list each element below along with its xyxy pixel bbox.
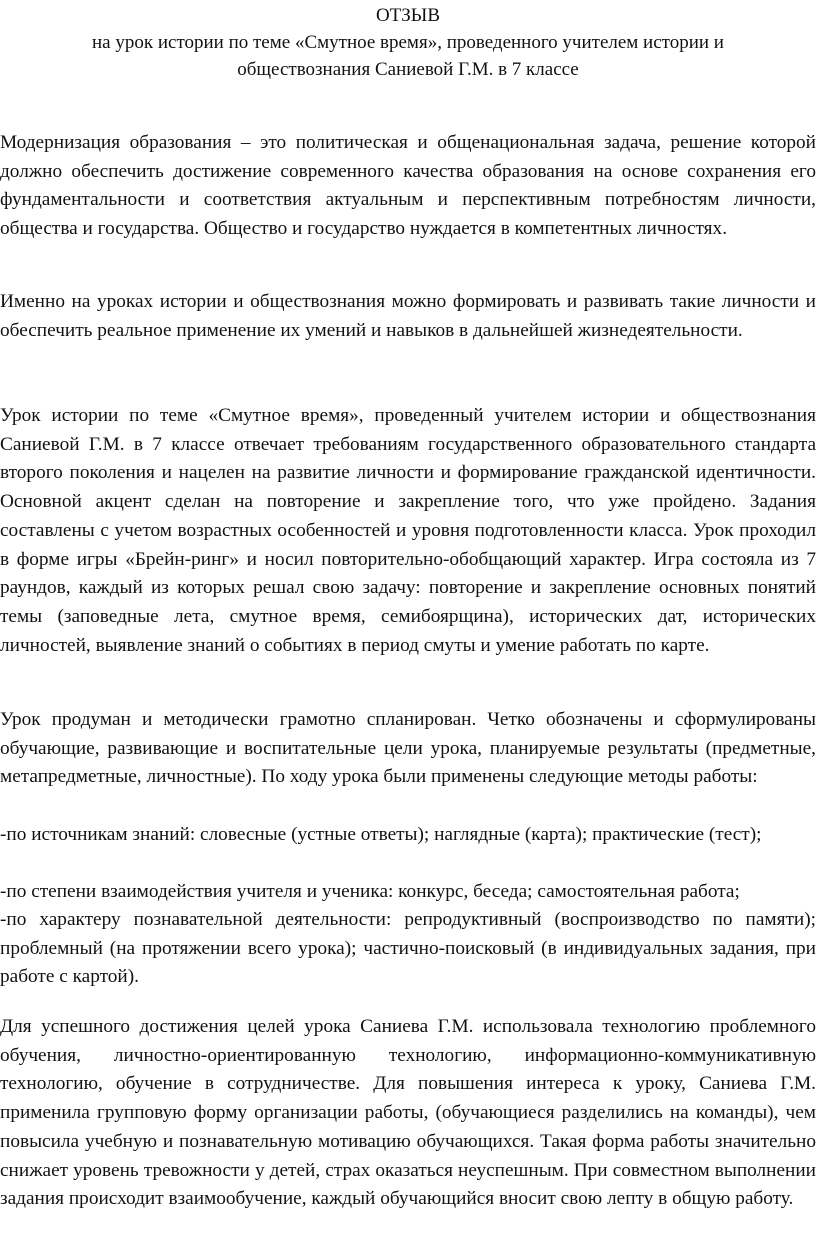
paragraph-modernization: Модернизация образования – это политическая и общенациональная задача, решение которой должно обеспечить достижение современного качества образования на основе сохранения его фундаментальности и соответствия актуальным и перспективным потребностям личности, общества и государства. Общество и государство нуждается в компетентных личностях.	[0, 132, 816, 240]
method-cognitive-activity: -по характеру познавательной деятельности: репродуктивный (воспроизводство по памяти); проблемный (на протяжении всего урока); частично-поисковый (в индивидуальных задания, при работе с картой).	[0, 909, 816, 988]
paragraph-technologies: Для успешного достижения целей урока Саниева Г.М. использовала технологию проблемного обучения, личностно-ориентированную технологию, информационно-коммуникативную технологию, обучение в сотрудничестве. Для повышения интереса к уроку, Саниева Г.М. применила групповую форму организации работы, (обучающиеся разделились на команды), чем повысила учебную и познавательную мотивацию обучающихся. Такая форма работы значительно снижает уровень тревожности у детей, страх оказаться неуспешным. При совместном выполнении задания происходит взаимообучение, каждый обучающийся вносит свою лепту в общую работу.	[0, 1016, 816, 1210]
paragraph-lesson-planning: Урок продуман и методически грамотно спланирован. Четко обозначены и сформулированы обучающие, развивающие и воспитательные цели урока, планируемые результаты (предметные, метапредметные, личностные). По ходу урока были применены следующие методы работы:	[0, 709, 816, 788]
paragraph-history-lessons: Именно на уроках истории и обществознания можно формировать и развивать такие личности и обеспечить реальное применение их умений и навыков в дальнейшей жизнедеятельности.	[0, 291, 816, 341]
document-subtitle: на урок истории по теме «Смутное время», проведенного учителем истории и обществознания Саниевой Г.М. в 7 классе	[92, 32, 724, 80]
paragraph-lesson-description: Урок истории по теме «Смутное время», проведенный учителем истории и обществознания Саниевой Г.М. в 7 классе отвечает требованиям государственного образовательного стандарта второго поколения и нацелен на развитие личности и формирование гражданской идентичности. Основной акцент сделан на повторение и закрепление того, что уже пройдено. Задания составлены с учетом возрастных особенностей и уровня подготовленности класса. Урок проходил в форме игры «Брейн-ринг» и носил повторительно-обобщающий характер. Игра состояла из 7 раундов, каждый из которых решал свою задачу: повторение и закрепление основных понятий темы (заповедные лета, смутное время, семибоярщина), исторических дат, исторических личностей, выявление знаний о событиях в период смуты и умение работать по карте.	[0, 405, 816, 656]
method-interaction: -по степени взаимодействия учителя и ученика: конкурс, беседа; самостоятельная работа;	[0, 881, 740, 902]
document-title: ОТЗЫВ	[375, 5, 441, 26]
method-knowledge-sources: -по источникам знаний: словесные (устные ответы); наглядные (карта); практические (тест);	[0, 824, 762, 845]
